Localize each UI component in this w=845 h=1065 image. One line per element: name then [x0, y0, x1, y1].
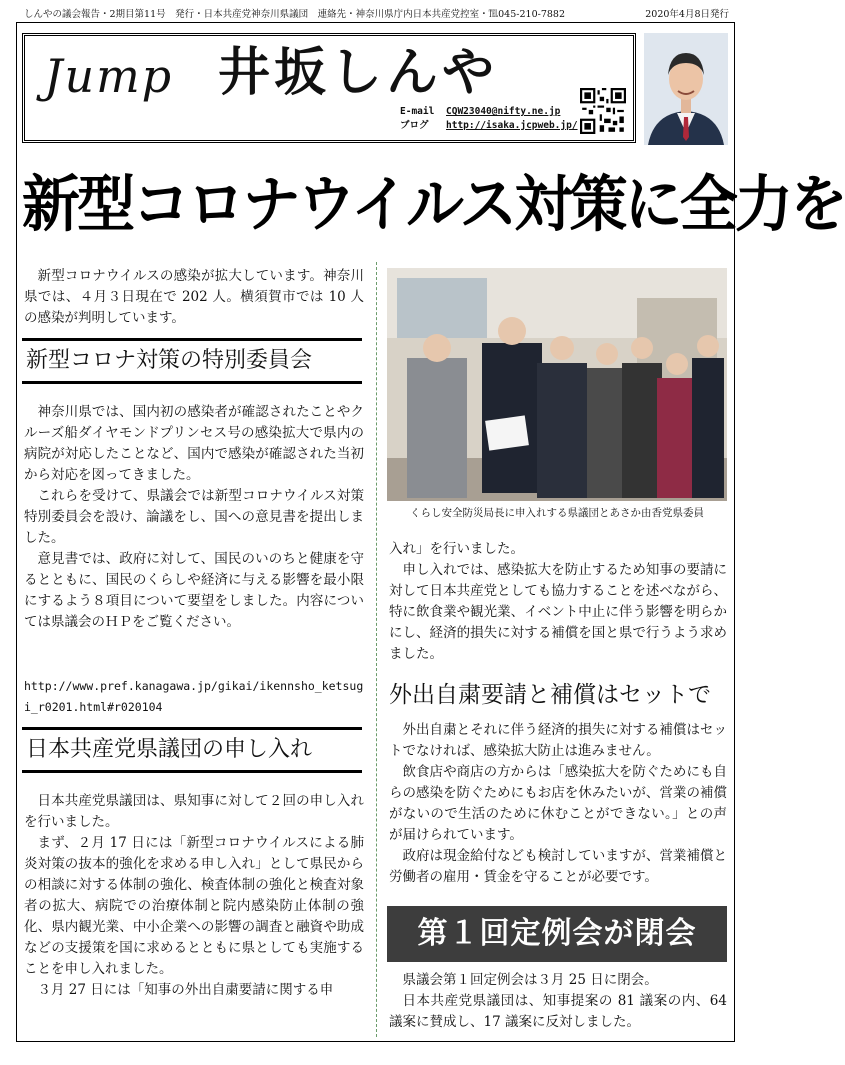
main-headline: 新型コロナウイルス対策に全力を	[22, 169, 845, 240]
paragraph: 入れ」を行いました。	[389, 541, 524, 557]
paragraph: 飲食店や商店の方からは「感染拡大を防ぐためにも自らの感染を防ぐためにもお店を休みたいが、営業の補償がないので生活のために休むことができない。」との声が届けられています。	[389, 764, 727, 843]
portrait-photo	[644, 33, 728, 145]
masthead-jump: Jump	[44, 49, 174, 103]
issue-info: しんやの議会報告・2期目第11号 発行・日本共産党神奈川県議団 連絡先・神奈川県庁内日本共産党控室・℡045-210-7882	[24, 9, 565, 20]
assembly-url-link[interactable]: http://www.pref.kanagawa.jp/gikai/ikennsho_ketsugi_r0201.html#r020104	[24, 679, 364, 714]
photo-caption: くらし安全防災局長に申入れする県議団とあさか由香党県委員	[410, 507, 704, 519]
paragraph: 日本共産党県議団は、知事提案の 81 議案の内、64 議案に賛成し、17 議案に反対しました。	[389, 993, 727, 1030]
session-closed-text	[389, 970, 727, 1033]
paragraph: 意見書では、政府に対して、国民のいのちと健康を守るとともに、国民のくらしや経済に与える影響を最小限にするよう８項目について要望をしました。内容については県議会のＨＰをご覧ください。	[24, 551, 364, 630]
email-label: E-mail	[400, 106, 435, 117]
column-divider	[376, 262, 377, 1037]
party-request-text	[24, 791, 364, 1001]
section-heading-party-request: 日本共産党県議団の申し入れ	[22, 727, 362, 773]
intro-paragraph: 新型コロナウイルスの感染が拡大しています。神奈川県では、４月３日現在で 202 人。横須賀市では 10 人の感染が判明しています。	[24, 268, 364, 326]
email-link[interactable]: CQW23040@nifty.ne.jp	[446, 106, 561, 117]
contact-block	[400, 105, 578, 133]
masthead-name: 井坂しんや	[218, 43, 499, 103]
intro-text	[24, 266, 364, 329]
paragraph: 申し入れでは、感染拡大を防止するため知事の要請に対して日本共産党としても協力することを述べながら、特に飲食業や観光業、イベント中止に伴う影響を明らかにし、経済的損失に対する補償を国と県で行うよう求めました。	[389, 562, 727, 662]
section-heading-special-committee: 新型コロナ対策の特別委員会	[22, 338, 362, 384]
paragraph: 日本共産党県議団は、県知事に対して２回の申し入れを行いました。	[24, 793, 364, 830]
paragraph: これらを受けて、県議会では新型コロナウイルス対策特別委員会を設け、論議をし、国への意見書を提出しました。	[24, 488, 364, 546]
issue-info-bar	[24, 8, 729, 22]
paragraph: 政府は現金給付なども検討していますが、営業補償と労働者の雇用・賃金を守ることが必要です。	[389, 848, 727, 885]
issue-date: 2020年4月8日発行	[645, 9, 729, 20]
paragraph: まず、２月 17 日には「新型コロナウイルスによる肺炎対策の抜本的強化を求める申し入れ」として県民からの相談に対する体制の強化、検査体制の強化と検査対象者の拡大、病院での治療体制と院内感染防止体制の強化、県内観光業、中小企業への影響の調査と融資や助成などの支援策を国に求めるとともに県としても実施することを申し入れました。	[24, 835, 364, 977]
special-committee-text	[24, 402, 364, 633]
request-continued-text	[389, 539, 727, 665]
section-heading-compensation: 外出自粛要請と補償はセットで	[389, 682, 711, 708]
paragraph: 外出自粛とそれに伴う経済的損失に対する補償はセットでなければ、感染拡大防止は進みません。	[389, 722, 727, 759]
blog-link[interactable]: http://isaka.jcpweb.jp/	[446, 120, 578, 131]
compensation-text	[389, 720, 727, 888]
qr-code-icon	[580, 88, 626, 134]
meeting-photo	[387, 268, 727, 501]
section-heading-session-closed: 第１回定例会が閉会	[387, 906, 727, 962]
paragraph: 県議会第１回定例会は３月 25 日に閉会。	[402, 972, 658, 988]
paragraph: 神奈川県では、国内初の感染者が確認されたことやクルーズ船ダイヤモンドプリンセス号の感染拡大で県内の病院が対応したことなど、国内で感染が確認された当初から対応を図ってきました。	[24, 404, 364, 483]
blog-label: ブログ	[400, 120, 429, 131]
paragraph: ３月 27 日には「知事の外出自粛要請に関する申	[37, 982, 334, 998]
